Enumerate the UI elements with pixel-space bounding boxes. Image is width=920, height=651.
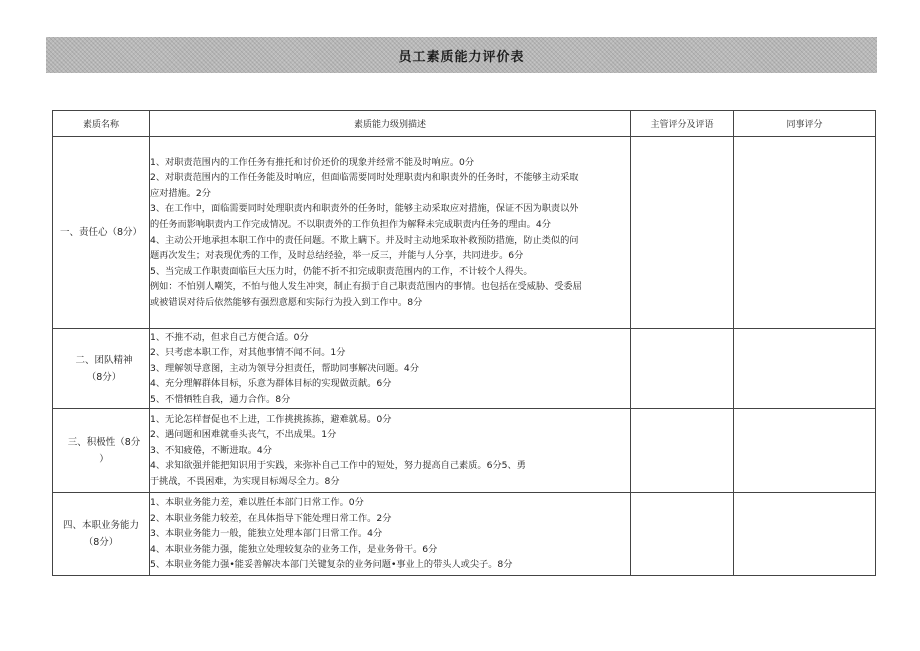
- table-row: [53, 329, 876, 409]
- quality-score-note: （8分）: [86, 371, 122, 383]
- description-cell: [150, 329, 631, 409]
- description-line: 1、对职责范围内的工作任务有推托和讨价还价的现象并经常不能及时响应。0分: [150, 156, 475, 168]
- page-title: 员工素质能力评价表: [398, 49, 525, 65]
- description-line: 或被错误对待后依然能够有强烈意愿和实际行为投入到工作中。8分: [150, 296, 423, 308]
- description-line: 5、不惜牺牲自我，通力合作。8分: [150, 393, 291, 405]
- description-line: 4、本职业务能力强，能独立处理较复杂的业务工作，是业务骨干。6分: [150, 543, 438, 555]
- description-line: 4、充分理解群体目标，乐意为群体目标的实现做贡献。6分: [150, 378, 392, 390]
- quality-name-cell: [53, 409, 150, 493]
- title-banner: [46, 37, 877, 73]
- header-quality-name: 素质名称: [53, 111, 150, 137]
- description-line: 3、不知疲倦，不断进取。4分: [150, 444, 272, 456]
- header-level-description: 素质能力级别描述: [150, 111, 631, 137]
- supervisor-score-cell[interactable]: [631, 409, 734, 493]
- quality-score-note: （8分）: [83, 537, 119, 548]
- description-line: 1、不推不动，但求自己方便合适。0分: [150, 331, 309, 343]
- quality-score-note: ）: [99, 453, 109, 465]
- quality-name-cell: [53, 329, 150, 409]
- description-line: 3、在工作中，面临需要同时处理职责内和职责外的任务时，能够主动采取应对措施，保证不因为职责以外: [150, 203, 579, 215]
- description-cell: [150, 137, 631, 329]
- supervisor-score-cell[interactable]: [631, 493, 734, 576]
- description-line: 2、本职业务能力较差，在具体指导下能处理日常工作。2分: [150, 512, 392, 524]
- quality-name-cell: [53, 137, 150, 329]
- evaluation-table: [52, 110, 876, 576]
- quality-name: 一、责任心（8分）: [59, 227, 143, 238]
- description-line: 3、理解领导意图，主动为领导分担责任，帮助同事解决问题。4分: [150, 362, 419, 374]
- description-line: 4、求知欲强并能把知识用于实践，来弥补自己工作中的短处，努力提高自己素质。6分5、勇: [150, 460, 526, 472]
- description-line: 2、遇问题和困难就垂头丧气，不出成果。1分: [150, 429, 337, 441]
- supervisor-score-cell[interactable]: [631, 137, 734, 329]
- header-peer-score: 同事评分: [734, 111, 876, 137]
- description-cell: [150, 493, 631, 576]
- description-line: 例如：不怕别人嘲笑，不怕与他人发生冲突，制止有损于自己职责范围内的事情。也包括在受威胁、受委屈: [150, 281, 582, 293]
- table-row: [53, 137, 876, 329]
- quality-name: 四、本职业务能力: [62, 520, 139, 531]
- description-line: 1、无论怎样督促也不上进，工作挑挑拣拣，避难就易。0分: [150, 413, 392, 425]
- description-line: 应对措施。2分: [150, 187, 211, 199]
- description-line: 2、对职责范围内的工作任务能及时响应，但面临需要同时处理职责内和职责外的任务时，不能够主动采取: [150, 172, 579, 184]
- quality-name: 二、团队精神: [75, 354, 133, 366]
- description-line: 1、本职业务能力差，难以胜任本部门日常工作。0分: [150, 497, 364, 509]
- description-line: 5、本职业务能力强•能妥善解决本部门关键复杂的业务问题•事业上的带头人或尖子。8分: [150, 559, 513, 571]
- peer-score-cell[interactable]: [734, 409, 876, 493]
- description-line: 4、主动公开地承担本职工作中的责任问题。不欺上瞒下。并及时主动地采取补救预防措施，防止类似的问: [150, 234, 579, 246]
- supervisor-score-cell[interactable]: [631, 329, 734, 409]
- peer-score-cell[interactable]: [734, 329, 876, 409]
- description-line: 的任务而影响职责内工作完成情况。不以职责外的工作负担作为解释未完成职责内任务的理由。4分: [150, 218, 551, 230]
- header-supervisor-score: 主管评分及评语: [631, 111, 734, 137]
- table-row: [53, 493, 876, 576]
- description-line: 5、当完成工作职责面临巨大压力时，仍能不折不扣完成职责范围内的工作，不计较个人得失。: [150, 265, 533, 277]
- description-line: 3、本职业务能力一般，能独立处理本部门日常工作。4分: [150, 528, 383, 540]
- table-header-row: [53, 111, 876, 137]
- table-row: [53, 409, 876, 493]
- quality-name: 三、积极性（8分: [67, 436, 141, 448]
- description-line: 于挑战，不畏困难，为实现目标竭尽全力。8分: [150, 475, 340, 487]
- description-line: 2、只考虑本职工作，对其他事情不闻不问。1分: [150, 347, 346, 359]
- peer-score-cell[interactable]: [734, 493, 876, 576]
- description-cell: [150, 409, 631, 493]
- description-line: 题再次发生；对表现优秀的工作，及时总结经验，举一反三，并能与人分享，共同进步。6分: [150, 250, 524, 262]
- peer-score-cell[interactable]: [734, 137, 876, 329]
- quality-name-cell: [53, 493, 150, 576]
